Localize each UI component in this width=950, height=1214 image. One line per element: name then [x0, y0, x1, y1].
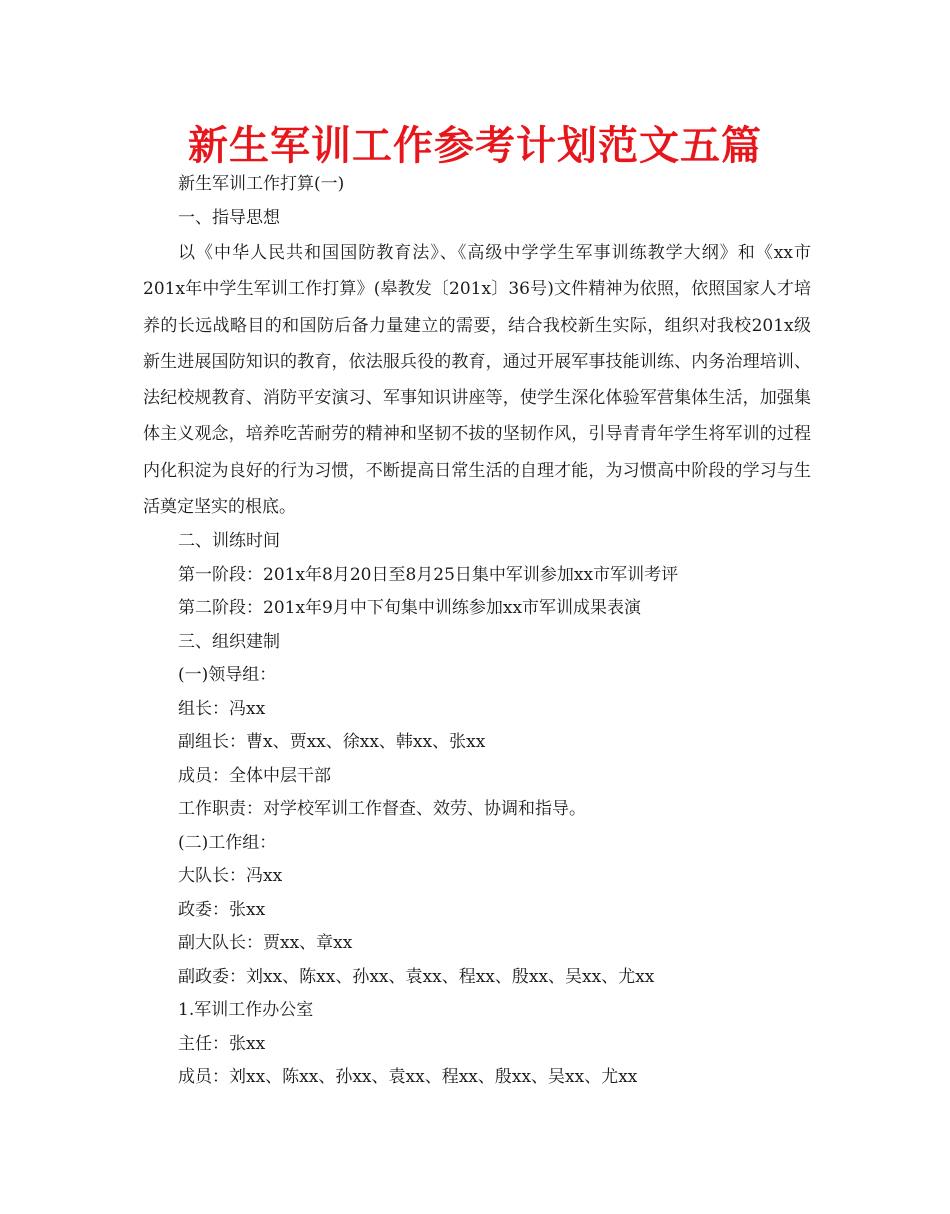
- section-heading-organization: 三、组织建制: [178, 631, 280, 652]
- leadership-group-members: 成员：全体中层干部: [178, 765, 331, 786]
- work-group-commissar: 政委：张xx: [178, 899, 266, 920]
- leadership-group-duty: 工作职责：对学校军训工作督查、效劳、协调和指导。: [178, 799, 586, 820]
- plan-subtitle: 新生军训工作打算(一): [178, 174, 345, 194]
- office-members: 成员：刘xx、陈xx、孙xx、袁xx、程xx、殷xx、吴xx、尤xx: [178, 1067, 638, 1088]
- work-group-vice-captain: 副大队长：贾xx、章xx: [178, 933, 353, 954]
- work-group-vice-commissar: 副政委：刘xx、陈xx、孙xx、袁xx、程xx、殷xx、吴xx、尤xx: [178, 966, 655, 987]
- work-group-heading: (二)工作组：: [178, 832, 277, 853]
- leadership-group-deputy: 副组长：曹x、贾xx、徐xx、韩xx、张xx: [178, 732, 486, 753]
- leadership-group-heading: (一)领导组：: [178, 665, 277, 686]
- document-body: [143, 168, 811, 1095]
- section-heading-training-time: 二、训练时间: [178, 531, 280, 552]
- document-title: 新生军训工作参考计划范文五篇: [188, 123, 762, 169]
- office-heading: 1.军训工作办公室: [178, 1000, 314, 1021]
- section-heading-guiding-ideology: 一、指导思想: [178, 207, 280, 228]
- guiding-ideology-paragraph: 以《中华人民共和国国防教育法》、《高级中学学生军事训练教学大纲》和《xx市201x年中学生军训工作打算》(皋教发〔201x〕36号)文件精神为依照，依照国家人才培养的长远战略目的和国防后备力量建立的需要，结合我校新生实际，组织对我校201x级新生进展国防知识的教育，依法服兵役的教育，通过开展军事技能训练、内务治理培训、法纪校规教育、消防平安演习、军事知识讲座等，使学生深化体验军营集体生活，加强集体主义观念，培养吃苦耐劳的精神和坚韧不拔的坚韧作风，引导青青年学生将军训的过程内化积淀为良好的行为习惯，不断提高日常生活的自理才能，为习惯高中阶段的学习与生活奠定坚实的根底。: [143, 243, 811, 518]
- work-group-captain: 大队长：冯xx: [178, 866, 283, 887]
- office-director: 主任：张xx: [178, 1033, 266, 1054]
- training-stage-one: 第一阶段：201x年8月20日至8月25日集中军训参加xx市军训考评: [178, 564, 679, 585]
- training-stage-two: 第二阶段：201x年9月中下旬集中训练参加xx市军训成果表演: [178, 598, 642, 619]
- leadership-group-leader: 组长：冯xx: [178, 698, 266, 719]
